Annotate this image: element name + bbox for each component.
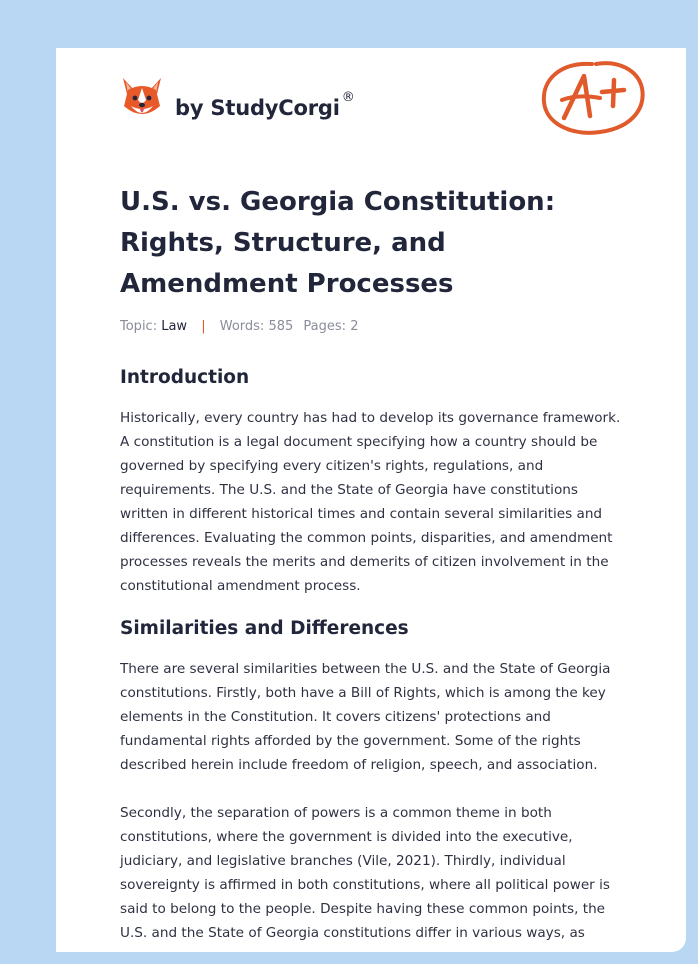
paragraph: Historically, every country has had to develop its governance framework. A constitution is a legal document specifying how a country should be governed by specifying every citizen's rights, regulations, and requirements. The U.S. and the State of Georgia have constitutions written in different historical times and contain several similarities and differences. Evaluating the common points, disparities, and amendment processes reveals the merits and demerits of citizen involvement in the constitutional amendment process.	[120, 410, 621, 594]
document-page	[56, 48, 686, 952]
paragraph: There are several similarities between the U.S. and the State of Georgia constitutions. Firstly, both have a Bill of Rights, which is among the key elements in the Constitution. It covers citizens' protections and fundamental rights afforded by the government. Some of the rights described herein include freedom of religion, speech, and association.	[120, 661, 611, 773]
pages-label: Pages:	[303, 319, 347, 334]
topic-link[interactable]: Law	[161, 319, 188, 334]
section-heading-introduction: Introduction	[120, 367, 250, 388]
words-count: 585	[268, 319, 294, 334]
paragraph: Secondly, the separation of powers is a common theme in both constitutions, where the government is divided into the executive, judiciary, and legislative branches (Vile, 2021). Thirdly, individual sovereignty is affirmed in both constitutions, where all political power is said to belong to the people. Despite having these common points, the U.S. and the State of Georgia constitutions differ in various ways, as	[120, 805, 610, 941]
essay-meta	[120, 319, 630, 334]
brand-name[interactable]: by StudyCorgi ®	[175, 90, 355, 120]
words-label: Words:	[219, 319, 265, 334]
pages-count: 2	[350, 319, 359, 334]
corgi-logo-icon[interactable]	[120, 76, 164, 122]
grade-a-plus-icon	[538, 58, 650, 140]
meta-separator: |	[201, 319, 206, 334]
section-heading-similarities: Similarities and Differences	[120, 618, 409, 639]
registered-mark: ®	[341, 90, 355, 105]
essay-content	[120, 182, 630, 945]
essay-title: U.S. vs. Georgia Constitution: Rights, Structure, and Amendment Processes	[120, 187, 556, 299]
topic-label: Topic:	[120, 319, 158, 334]
